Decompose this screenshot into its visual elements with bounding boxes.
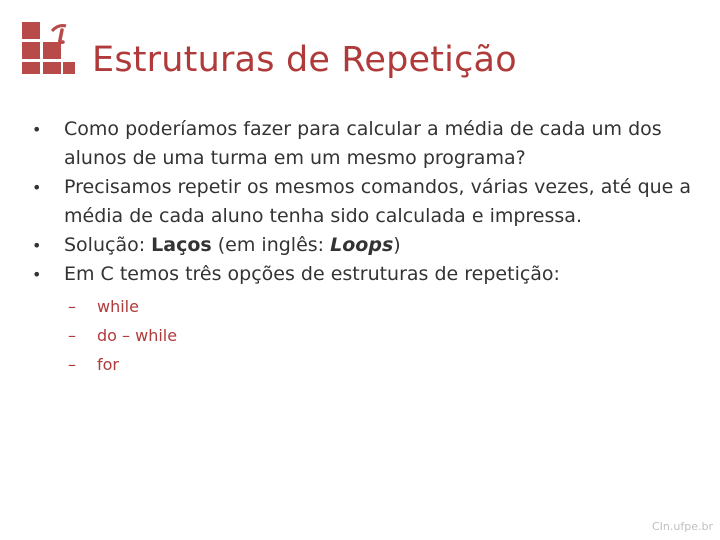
keyword-lacos: Laços (151, 234, 212, 256)
bullet-item (28, 231, 708, 260)
bullet-item (28, 260, 708, 379)
bullet-list (28, 115, 708, 379)
sub-item-do-while (64, 321, 708, 350)
bullet-icon: • (32, 178, 42, 197)
sub-item-for (64, 350, 708, 379)
bullet-text: Em C temos três opções de estruturas de repetição: (64, 263, 560, 285)
bullet-icon: • (32, 236, 42, 255)
bullet-icon: • (32, 265, 42, 284)
cin-logo-icon (22, 18, 76, 74)
bullet-text: Precisamos repetir os mesmos comandos, várias vezes, até que a média de cada aluno tenha sido calculada e impressa. (64, 176, 692, 227)
sub-item-label: do – while (97, 326, 178, 345)
footer-part-br: .br (697, 520, 713, 533)
dash-icon: – (68, 297, 76, 316)
bullet-text: Como poderíamos fazer para calcular a média de cada um dos alunos de uma turma em um mesmo programa? (64, 118, 662, 169)
dash-icon: – (68, 355, 76, 374)
bullet-icon: • (32, 120, 42, 139)
footer-part-ufpe: .ufpe (669, 520, 698, 533)
slide-title: Estruturas de Repetição (92, 40, 517, 80)
bullet-text-post: ) (393, 234, 401, 256)
bullet-text-mid: (em inglês: (211, 234, 331, 256)
sub-list (64, 292, 708, 379)
footer-part-cin: CIn (651, 520, 670, 533)
bullet-item (28, 173, 708, 231)
keyword-loops: Loops (330, 234, 394, 256)
bullet-text-pre: Solução: (64, 234, 152, 256)
bullet-item (28, 115, 708, 173)
footer-url (652, 520, 713, 533)
sub-item-label: for (97, 355, 119, 374)
sub-item-label: while (97, 297, 139, 316)
sub-item-while (64, 292, 708, 321)
dash-icon: – (68, 326, 76, 345)
